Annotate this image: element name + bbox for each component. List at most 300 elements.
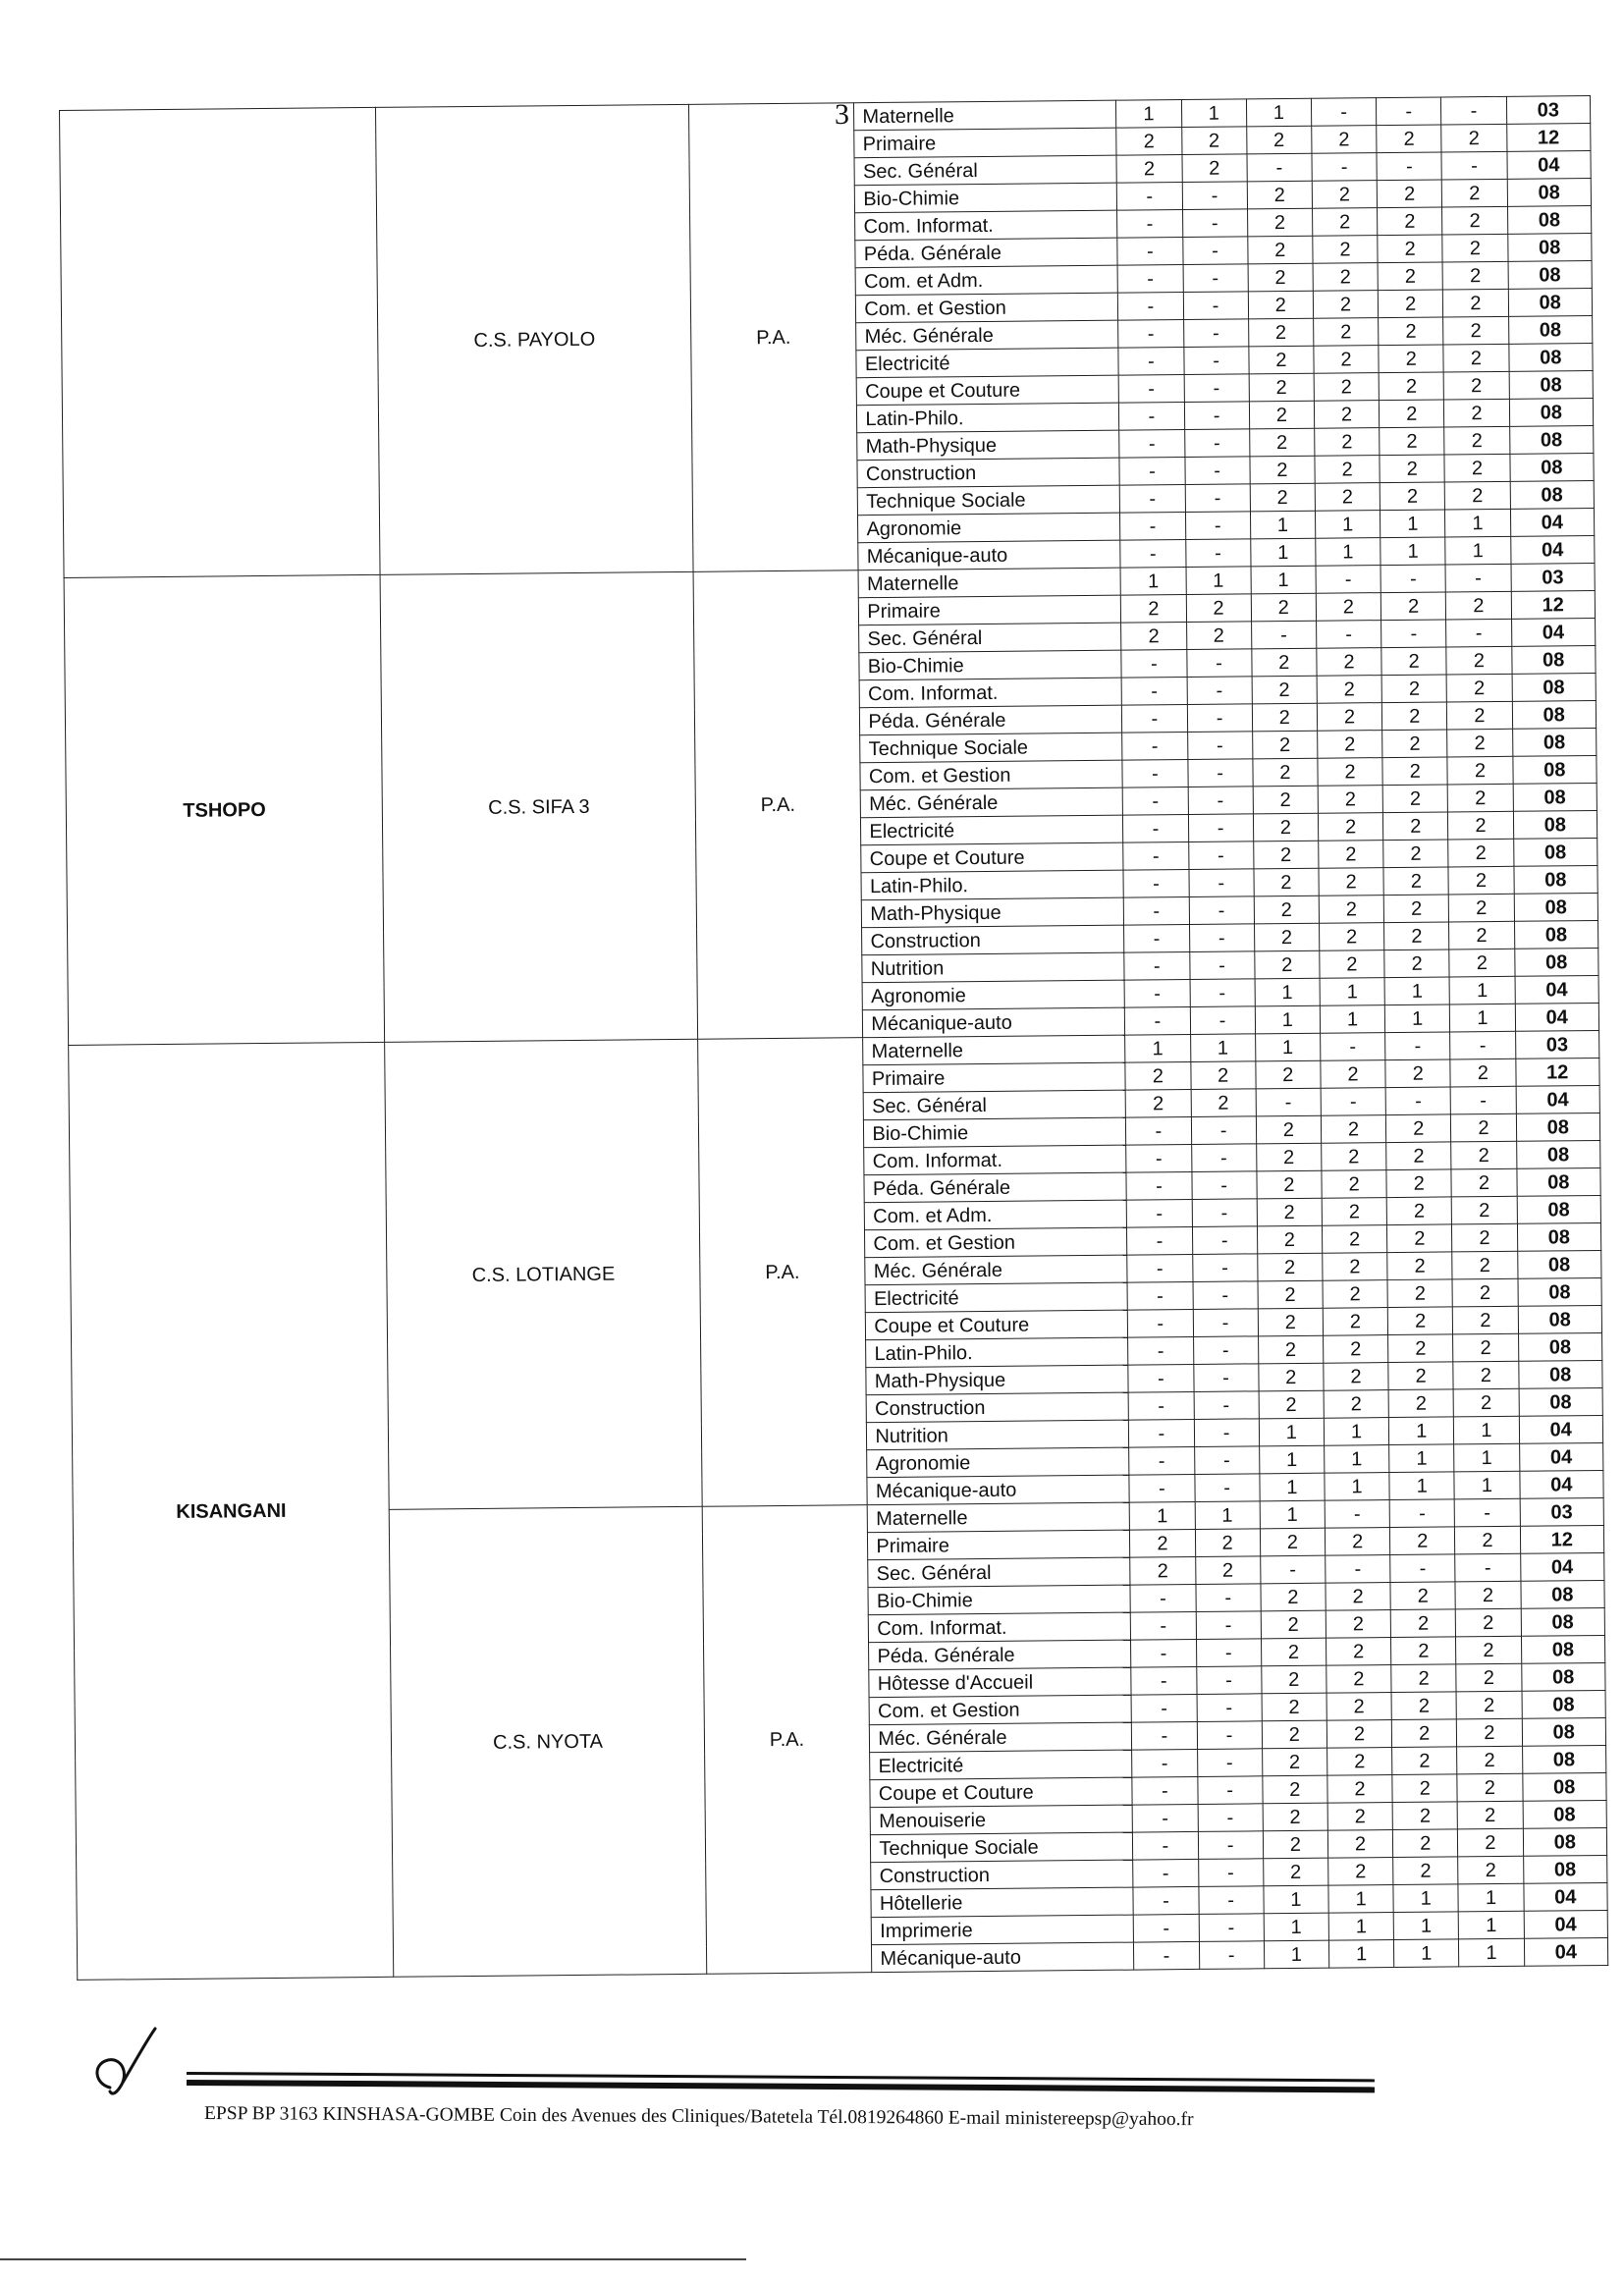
total-cell: 08 bbox=[1512, 674, 1597, 702]
class-count-cell: 1 bbox=[1125, 1034, 1190, 1062]
option-name-cell: Com. et Adm. bbox=[865, 1200, 1127, 1230]
class-count-cell: - bbox=[1132, 1721, 1197, 1750]
option-name-cell: Agronomie bbox=[858, 513, 1120, 543]
option-name-cell: Math-Physique bbox=[866, 1365, 1128, 1395]
total-cell: 08 bbox=[1517, 1222, 1601, 1251]
class-count-cell: - bbox=[1129, 1419, 1194, 1447]
class-count-cell: 2 bbox=[1252, 676, 1317, 704]
class-count-cell: - bbox=[1316, 566, 1380, 594]
class-count-cell: 1 bbox=[1328, 1940, 1393, 1969]
class-count-cell: 2 bbox=[1316, 593, 1380, 622]
class-count-cell: 1 bbox=[1195, 1501, 1260, 1530]
school-name-cell: C.S. PAYOLO bbox=[376, 104, 693, 574]
class-count-cell: 2 bbox=[1453, 1333, 1518, 1362]
class-count-cell: - bbox=[1125, 1006, 1190, 1035]
class-count-cell: 2 bbox=[1386, 1114, 1451, 1143]
class-count-cell: 1 bbox=[1458, 1883, 1523, 1912]
class-count-cell: 2 bbox=[1250, 456, 1315, 484]
class-count-cell: - bbox=[1122, 759, 1187, 787]
class-count-cell: - bbox=[1197, 1776, 1262, 1805]
class-count-cell: 2 bbox=[1249, 373, 1314, 402]
class-count-cell: 2 bbox=[1249, 346, 1314, 374]
province-cell: TSHOPO bbox=[64, 574, 385, 1045]
class-count-cell: 1 bbox=[1388, 1417, 1453, 1445]
class-count-cell: - bbox=[1311, 98, 1376, 127]
class-count-cell: 2 bbox=[1327, 1830, 1392, 1859]
class-count-cell: 2 bbox=[1326, 1748, 1391, 1776]
option-name-cell: Maternelle bbox=[854, 100, 1116, 131]
class-count-cell: 1 bbox=[1120, 568, 1185, 596]
class-count-cell: 2 bbox=[1387, 1224, 1452, 1253]
class-count-cell: 2 bbox=[1317, 703, 1381, 732]
class-count-cell: - bbox=[1117, 210, 1182, 239]
class-count-cell: 2 bbox=[1442, 234, 1507, 262]
class-count-cell: - bbox=[1132, 1804, 1197, 1832]
class-count-cell: 2 bbox=[1453, 1361, 1518, 1389]
page-bottom-line bbox=[0, 2258, 746, 2260]
class-count-cell: - bbox=[1189, 924, 1254, 952]
option-name-cell: Com. et Gestion bbox=[860, 760, 1122, 790]
option-name-cell: Péda. Générale bbox=[860, 705, 1122, 735]
class-count-cell: 2 bbox=[1457, 1746, 1522, 1774]
class-count-cell: 2 bbox=[1258, 1280, 1323, 1309]
option-name-cell: Math-Physique bbox=[857, 430, 1119, 461]
class-count-cell: 1 bbox=[1380, 537, 1445, 566]
class-count-cell: 1 bbox=[1445, 509, 1510, 537]
class-count-cell: 2 bbox=[1391, 1637, 1456, 1665]
class-count-cell: 2 bbox=[1449, 949, 1514, 977]
class-count-cell: 2 bbox=[1386, 1197, 1451, 1225]
class-count-cell: 2 bbox=[1387, 1252, 1452, 1280]
class-count-cell: - bbox=[1122, 704, 1187, 733]
total-cell: 08 bbox=[1521, 1662, 1605, 1691]
option-name-cell: Coupe et Couture bbox=[870, 1777, 1132, 1808]
class-count-cell: 2 bbox=[1326, 1583, 1390, 1611]
option-name-cell: Com. et Gestion bbox=[869, 1695, 1131, 1725]
class-count-cell: - bbox=[1190, 1006, 1255, 1035]
signature-mark bbox=[90, 2023, 179, 2101]
total-cell: 08 bbox=[1521, 1607, 1605, 1636]
class-count-cell: 2 bbox=[1259, 1390, 1324, 1419]
class-count-cell: 2 bbox=[1256, 1060, 1321, 1089]
option-name-cell: Com. Informat. bbox=[855, 210, 1117, 241]
option-name-cell: Méc. Générale bbox=[870, 1722, 1132, 1753]
class-count-cell: 2 bbox=[1315, 428, 1380, 457]
class-count-cell: 2 bbox=[1390, 1527, 1455, 1555]
class-count-cell: 2 bbox=[1254, 868, 1319, 896]
total-cell: 08 bbox=[1521, 1635, 1605, 1663]
option-name-cell: Technique Sociale bbox=[871, 1832, 1133, 1863]
total-cell: 08 bbox=[1509, 454, 1594, 482]
class-count-cell: - bbox=[1445, 564, 1510, 592]
class-count-cell: 2 bbox=[1257, 1198, 1322, 1226]
class-count-cell: 2 bbox=[1257, 1225, 1322, 1254]
class-count-cell: 2 bbox=[1322, 1225, 1386, 1254]
option-name-cell: Sec. Général bbox=[864, 1090, 1126, 1120]
option-name-cell: Bio-Chimie bbox=[859, 650, 1121, 680]
class-count-cell: 2 bbox=[1384, 950, 1449, 978]
class-count-cell: - bbox=[1197, 1694, 1262, 1722]
class-count-cell: 2 bbox=[1393, 1829, 1458, 1858]
class-count-cell: 1 bbox=[1459, 1938, 1524, 1967]
class-count-cell: - bbox=[1441, 151, 1506, 180]
class-count-cell: 2 bbox=[1195, 1529, 1260, 1557]
class-count-cell: 2 bbox=[1377, 180, 1441, 208]
class-count-cell: - bbox=[1189, 951, 1254, 980]
class-count-cell: 2 bbox=[1387, 1279, 1452, 1308]
class-count-cell: - bbox=[1325, 1500, 1389, 1529]
class-count-cell: - bbox=[1130, 1584, 1195, 1612]
total-cell: 04 bbox=[1524, 1937, 1608, 1966]
class-count-cell: 2 bbox=[1442, 206, 1507, 235]
class-count-cell: 2 bbox=[1253, 813, 1318, 841]
total-cell: 04 bbox=[1520, 1552, 1604, 1581]
option-name-cell: Construction bbox=[862, 925, 1124, 955]
class-count-cell: - bbox=[1186, 649, 1251, 678]
class-count-cell: 2 bbox=[1315, 483, 1380, 512]
class-count-cell: - bbox=[1389, 1499, 1454, 1528]
class-count-cell: - bbox=[1126, 1144, 1191, 1172]
option-name-cell: Péda. Générale bbox=[864, 1172, 1126, 1203]
class-count-cell: 2 bbox=[1253, 758, 1318, 787]
class-count-cell: 2 bbox=[1380, 482, 1444, 511]
class-count-cell: 2 bbox=[1448, 866, 1513, 895]
class-count-cell: 2 bbox=[1383, 895, 1448, 923]
total-cell: 12 bbox=[1506, 124, 1591, 152]
class-count-cell: 1 bbox=[1384, 1004, 1449, 1033]
class-count-cell: 2 bbox=[1258, 1335, 1323, 1364]
class-count-cell: - bbox=[1133, 1859, 1198, 1887]
class-count-cell: - bbox=[1131, 1611, 1196, 1640]
class-count-cell: 2 bbox=[1260, 1528, 1325, 1556]
class-count-cell: 2 bbox=[1379, 317, 1443, 346]
class-count-cell: 1 bbox=[1260, 1473, 1325, 1501]
class-count-cell: 2 bbox=[1263, 1775, 1327, 1804]
class-count-cell: 2 bbox=[1378, 207, 1442, 236]
class-count-cell: 2 bbox=[1455, 1581, 1520, 1609]
class-count-cell: - bbox=[1192, 1199, 1257, 1227]
option-name-cell: Technique Sociale bbox=[858, 485, 1120, 516]
option-name-cell: Construction bbox=[871, 1860, 1133, 1890]
class-count-cell: 2 bbox=[1382, 730, 1447, 758]
class-count-cell: 1 bbox=[1394, 1939, 1459, 1968]
footer-rule-thick bbox=[187, 2080, 1375, 2092]
class-count-cell: - bbox=[1182, 182, 1247, 210]
class-count-cell: 1 bbox=[1320, 1005, 1384, 1034]
class-count-cell: 1 bbox=[1264, 1940, 1328, 1969]
class-count-cell: 2 bbox=[1121, 623, 1186, 651]
class-count-cell: 2 bbox=[1312, 126, 1377, 154]
class-count-cell: - bbox=[1196, 1611, 1261, 1640]
total-cell: 08 bbox=[1522, 1745, 1606, 1773]
class-count-cell: 2 bbox=[1451, 1141, 1516, 1169]
class-count-cell: 1 bbox=[1328, 1885, 1393, 1914]
class-count-cell: 2 bbox=[1318, 813, 1382, 841]
class-count-cell: 2 bbox=[1443, 316, 1508, 345]
class-count-cell: 1 bbox=[1454, 1416, 1519, 1444]
class-count-cell: 2 bbox=[1254, 950, 1319, 979]
regime-cell: P.A. bbox=[688, 103, 858, 572]
school-name-cell: C.S. LOTIANGE bbox=[385, 1039, 702, 1509]
allocation-table-body bbox=[60, 96, 1608, 1981]
class-count-cell: 2 bbox=[1457, 1718, 1522, 1747]
class-count-cell: - bbox=[1188, 869, 1253, 897]
option-name-cell: Nutrition bbox=[867, 1420, 1129, 1450]
total-cell: 08 bbox=[1516, 1167, 1600, 1196]
class-count-cell: 2 bbox=[1452, 1278, 1517, 1307]
class-count-cell: 2 bbox=[1388, 1334, 1453, 1363]
total-cell: 08 bbox=[1508, 316, 1593, 345]
class-count-cell: 2 bbox=[1449, 894, 1514, 922]
class-count-cell: 2 bbox=[1319, 868, 1383, 896]
class-count-cell: 2 bbox=[1326, 1665, 1391, 1694]
class-count-cell: - bbox=[1119, 403, 1184, 431]
class-count-cell: 2 bbox=[1391, 1719, 1456, 1748]
class-count-cell: 2 bbox=[1116, 128, 1181, 156]
class-count-cell: 2 bbox=[1262, 1748, 1326, 1776]
class-count-cell: - bbox=[1184, 429, 1249, 458]
class-count-cell: - bbox=[1198, 1804, 1263, 1832]
class-count-cell: 2 bbox=[1326, 1610, 1390, 1639]
class-count-cell: 2 bbox=[1383, 867, 1448, 896]
option-name-cell: Maternelle bbox=[863, 1035, 1125, 1065]
class-count-cell: - bbox=[1127, 1226, 1192, 1255]
class-count-cell: - bbox=[1185, 484, 1250, 513]
option-name-cell: Maternelle bbox=[868, 1502, 1130, 1533]
class-count-cell: - bbox=[1122, 787, 1187, 815]
class-count-cell: 2 bbox=[1445, 481, 1510, 510]
class-count-cell: 2 bbox=[1452, 1223, 1517, 1252]
class-count-cell: 2 bbox=[1391, 1692, 1456, 1720]
total-cell: 08 bbox=[1508, 289, 1593, 317]
class-count-cell: 2 bbox=[1262, 1693, 1326, 1721]
class-count-cell: - bbox=[1185, 512, 1250, 540]
class-count-cell: 2 bbox=[1257, 1253, 1322, 1281]
class-count-cell: 2 bbox=[1318, 758, 1382, 787]
class-count-cell: - bbox=[1124, 924, 1189, 952]
class-count-cell: 2 bbox=[1256, 1115, 1321, 1144]
class-count-cell: - bbox=[1133, 1831, 1198, 1860]
class-count-cell: 2 bbox=[1457, 1801, 1522, 1829]
class-count-cell: - bbox=[1455, 1553, 1520, 1582]
class-count-cell: 2 bbox=[1383, 812, 1448, 841]
total-cell: 04 bbox=[1519, 1470, 1603, 1498]
class-count-cell: 2 bbox=[1378, 235, 1442, 263]
total-cell: 12 bbox=[1515, 1058, 1599, 1086]
class-count-cell: - bbox=[1450, 1031, 1515, 1059]
option-name-cell: Com. et Gestion bbox=[856, 293, 1118, 323]
class-count-cell: - bbox=[1127, 1199, 1192, 1227]
total-cell: 08 bbox=[1507, 179, 1592, 207]
class-count-cell: 2 bbox=[1314, 373, 1379, 402]
class-count-cell: - bbox=[1119, 458, 1184, 486]
class-count-cell: 2 bbox=[1312, 181, 1377, 209]
class-count-cell: - bbox=[1191, 1144, 1256, 1172]
class-count-cell: 1 bbox=[1325, 1445, 1389, 1474]
class-count-cell: - bbox=[1133, 1886, 1198, 1915]
class-count-cell: 1 bbox=[1315, 511, 1380, 539]
class-count-cell: - bbox=[1251, 621, 1316, 649]
total-cell: 04 bbox=[1524, 1910, 1608, 1938]
total-cell: 08 bbox=[1513, 838, 1597, 866]
class-count-cell: 2 bbox=[1450, 1059, 1515, 1087]
class-count-cell: 2 bbox=[1253, 841, 1318, 869]
class-count-cell: - bbox=[1184, 402, 1249, 430]
class-count-cell: 1 bbox=[1389, 1472, 1454, 1500]
total-cell: 08 bbox=[1518, 1360, 1602, 1388]
class-count-cell: - bbox=[1377, 152, 1441, 181]
class-count-cell: 2 bbox=[1318, 786, 1382, 814]
class-count-cell: 2 bbox=[1321, 1060, 1385, 1089]
class-count-cell: 2 bbox=[1261, 1610, 1326, 1639]
class-count-cell: - bbox=[1184, 457, 1249, 485]
total-cell: 04 bbox=[1507, 151, 1592, 180]
class-count-cell: - bbox=[1131, 1639, 1196, 1667]
class-count-cell: - bbox=[1183, 264, 1248, 293]
class-count-cell: 2 bbox=[1322, 1170, 1386, 1199]
class-count-cell: - bbox=[1124, 951, 1189, 980]
page-number: 3 bbox=[835, 98, 849, 131]
class-count-cell: 1 bbox=[1264, 1913, 1328, 1941]
class-count-cell: - bbox=[1117, 183, 1182, 211]
class-count-cell: 2 bbox=[1322, 1143, 1386, 1171]
class-count-cell: 2 bbox=[1442, 179, 1507, 207]
class-count-cell: 2 bbox=[1444, 399, 1509, 427]
total-cell: 04 bbox=[1523, 1882, 1607, 1911]
class-count-cell: 1 bbox=[1454, 1471, 1519, 1499]
class-count-cell: 1 bbox=[1450, 1004, 1515, 1032]
class-count-cell: 1 bbox=[1259, 1445, 1324, 1474]
school-name-cell: C.S. NYOTA bbox=[390, 1506, 707, 1977]
class-count-cell: 1 bbox=[1250, 538, 1315, 567]
class-count-cell: - bbox=[1198, 1886, 1263, 1915]
option-name-cell: Méc. Générale bbox=[856, 320, 1118, 351]
class-count-cell: 2 bbox=[1449, 921, 1514, 950]
class-count-cell: 2 bbox=[1248, 318, 1313, 347]
class-count-cell: - bbox=[1123, 869, 1188, 897]
class-count-cell: 2 bbox=[1387, 1307, 1452, 1335]
class-count-cell: 1 bbox=[1393, 1912, 1458, 1940]
class-count-cell: 2 bbox=[1448, 839, 1513, 867]
class-count-cell: - bbox=[1188, 841, 1253, 870]
total-cell: 08 bbox=[1518, 1277, 1602, 1306]
total-cell: 08 bbox=[1522, 1690, 1606, 1718]
class-count-cell: 2 bbox=[1448, 811, 1513, 840]
class-count-cell: 1 bbox=[1264, 1885, 1328, 1914]
class-count-cell: - bbox=[1191, 1116, 1256, 1145]
class-count-cell: 1 bbox=[1246, 98, 1311, 127]
class-count-cell: 2 bbox=[1455, 1526, 1520, 1554]
class-count-cell: - bbox=[1128, 1309, 1193, 1337]
class-count-cell: 1 bbox=[1255, 1033, 1320, 1061]
class-count-cell: - bbox=[1187, 759, 1252, 787]
option-name-cell: Math-Physique bbox=[862, 897, 1124, 928]
total-cell: 04 bbox=[1515, 975, 1599, 1004]
option-name-cell: Primaire bbox=[859, 595, 1121, 625]
option-name-cell: Hôtellerie bbox=[871, 1887, 1133, 1918]
class-count-cell: 2 bbox=[1328, 1858, 1393, 1886]
class-count-cell: 2 bbox=[1320, 950, 1384, 979]
class-count-cell: 2 bbox=[1324, 1363, 1388, 1391]
allocation-table-frame bbox=[59, 95, 1609, 2054]
class-count-cell: - bbox=[1312, 153, 1377, 182]
total-cell: 08 bbox=[1518, 1332, 1602, 1361]
class-count-cell: - bbox=[1122, 732, 1187, 760]
total-cell: 08 bbox=[1507, 234, 1592, 262]
class-count-cell: - bbox=[1118, 293, 1183, 321]
class-count-cell: - bbox=[1441, 96, 1506, 125]
class-count-cell: 2 bbox=[1323, 1253, 1387, 1281]
class-count-cell: 2 bbox=[1380, 592, 1445, 621]
total-cell: 04 bbox=[1516, 1085, 1600, 1113]
class-count-cell: - bbox=[1321, 1033, 1385, 1061]
class-count-cell: - bbox=[1192, 1254, 1257, 1282]
class-count-cell: 1 bbox=[1389, 1444, 1454, 1473]
class-count-cell: - bbox=[1120, 540, 1185, 569]
option-name-cell: Latin-Philo. bbox=[866, 1337, 1128, 1368]
class-count-cell: 2 bbox=[1125, 1089, 1190, 1117]
class-count-cell: 2 bbox=[1380, 455, 1444, 483]
class-count-cell: 2 bbox=[1261, 1638, 1326, 1666]
class-count-cell: - bbox=[1196, 1666, 1261, 1695]
class-count-cell: 1 bbox=[1328, 1913, 1393, 1941]
class-count-cell: - bbox=[1197, 1749, 1262, 1777]
class-count-cell: 2 bbox=[1388, 1362, 1453, 1390]
class-count-cell: 2 bbox=[1457, 1773, 1522, 1802]
total-cell: 08 bbox=[1513, 810, 1597, 839]
footer-address: EPSP BP 3163 KINSHASA-GOMBE Coin des Avenues des Cliniques/Batetela Tél.0819264860 E-mail ministereepsp@yahoo.fr bbox=[203, 2103, 1194, 2131]
class-count-cell: 2 bbox=[1392, 1747, 1457, 1775]
class-count-cell: 1 bbox=[1384, 977, 1449, 1005]
class-count-cell: 2 bbox=[1248, 236, 1313, 264]
class-count-cell: 2 bbox=[1458, 1828, 1523, 1857]
class-count-cell: 2 bbox=[1446, 646, 1511, 675]
class-count-cell: - bbox=[1128, 1336, 1193, 1365]
option-name-cell: Com. et Gestion bbox=[865, 1227, 1127, 1258]
option-name-cell: Agronomie bbox=[862, 980, 1124, 1010]
regime-cell: P.A. bbox=[702, 1505, 872, 1975]
class-count-cell: 2 bbox=[1263, 1830, 1327, 1859]
class-count-cell: - bbox=[1128, 1391, 1193, 1420]
class-count-cell: - bbox=[1189, 896, 1254, 925]
class-count-cell: 2 bbox=[1382, 757, 1447, 786]
class-count-cell: 2 bbox=[1385, 1059, 1450, 1088]
option-name-cell: Sec. Général bbox=[859, 623, 1121, 653]
total-cell: 08 bbox=[1509, 426, 1594, 455]
class-count-cell: 2 bbox=[1380, 400, 1444, 428]
total-cell: 03 bbox=[1511, 564, 1596, 592]
class-count-cell: 2 bbox=[1326, 1693, 1391, 1721]
class-count-cell: 2 bbox=[1377, 125, 1441, 153]
option-name-cell: Péda. Générale bbox=[869, 1640, 1131, 1670]
class-count-cell: 2 bbox=[1258, 1308, 1323, 1336]
class-count-cell: 2 bbox=[1254, 923, 1319, 951]
option-name-cell: Electricité bbox=[870, 1750, 1132, 1780]
option-name-cell: Electricité bbox=[861, 815, 1123, 845]
option-name-cell: Nutrition bbox=[862, 952, 1124, 983]
class-count-cell: 2 bbox=[1446, 674, 1511, 702]
class-count-cell: 2 bbox=[1453, 1388, 1518, 1417]
option-name-cell: Maternelle bbox=[858, 568, 1120, 598]
class-count-cell: - bbox=[1321, 1088, 1385, 1116]
total-cell: 08 bbox=[1517, 1250, 1601, 1278]
class-count-cell: 2 bbox=[1315, 456, 1380, 484]
class-count-cell: 2 bbox=[1325, 1528, 1389, 1556]
allocation-table bbox=[59, 95, 1608, 1981]
class-count-cell: 2 bbox=[1130, 1529, 1195, 1557]
total-cell: 08 bbox=[1512, 755, 1597, 784]
option-name-cell: Electricité bbox=[865, 1282, 1127, 1313]
